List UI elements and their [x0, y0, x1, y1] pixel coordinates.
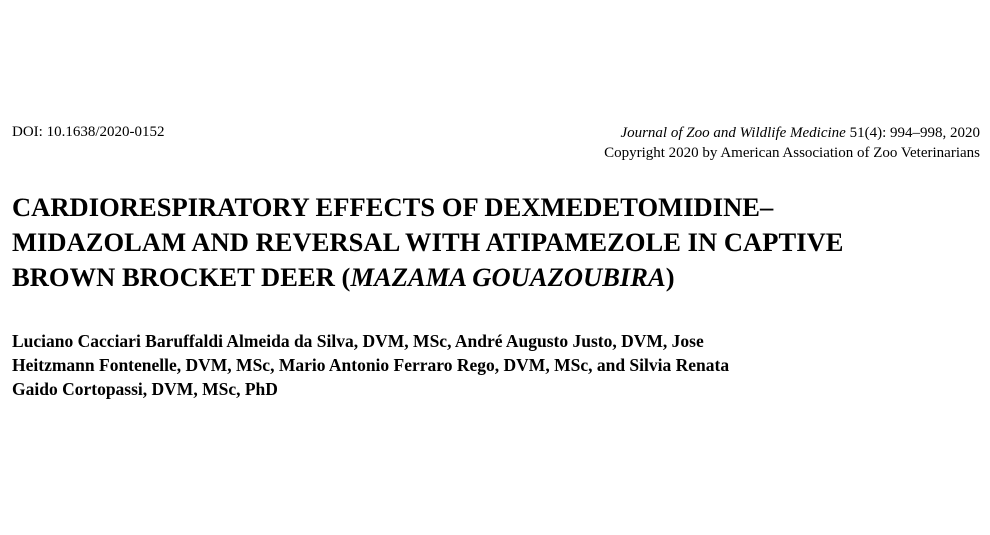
title-line-2: MIDAZOLAM AND REVERSAL WITH ATIPAMEZOLE IN CAPTIVE: [12, 227, 844, 257]
journal-citation: 51(4): 994–998, 2020: [845, 125, 980, 141]
title-line-3-suffix: ): [665, 262, 675, 292]
authors-line-2: Heitzmann Fontenelle, DVM, MSc, Mario Antonio Ferraro Rego, DVM, MSc, and Silvia Renata: [12, 355, 730, 375]
title-line-3-prefix: BROWN BROCKET DEER (: [12, 262, 351, 292]
journal-name: Journal of Zoo and Wildlife Medicine: [620, 125, 846, 141]
journal-citation-line: [604, 123, 980, 143]
journal-info: [604, 123, 980, 163]
article-title: [12, 190, 987, 295]
authors-line-1: Luciano Cacciari Baruffaldi Almeida da Silva, DVM, MSc, André Augusto Justo, DVM, Jose: [12, 331, 704, 351]
authors-line-3: Gaido Cortopassi, DVM, MSc, PhD: [12, 379, 278, 399]
species-name: MAZAMA GOUAZOUBIRA: [350, 262, 666, 292]
author-list: [12, 329, 987, 401]
doi-text: DOI: 10.1638/2020-0152: [12, 124, 165, 140]
title-line-3: [12, 260, 987, 295]
copyright-line: Copyright 2020 by American Association of Zoo Veterinarians: [604, 145, 980, 161]
title-line-1: CARDIORESPIRATORY EFFECTS OF DEXMEDETOMIDINE–: [12, 192, 774, 222]
